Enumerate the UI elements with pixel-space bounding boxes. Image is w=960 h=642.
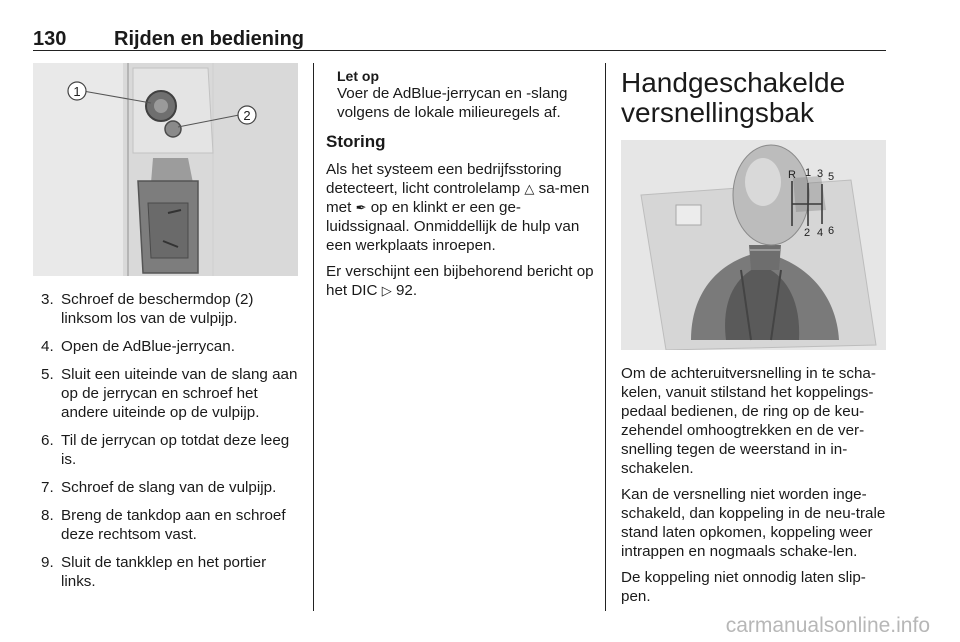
storing-heading: Storing (326, 132, 386, 151)
shift-label-3: 3 (816, 168, 824, 180)
gearbox-paragraph-1: Om de achteruitversnelling in te scha-kelen, vanuit stilstand het koppelings-pedaal bedienen, de ring op de keu-zehendel omhoogtrekken en de ver-snelling tegen de weerstand in in-schakelen. (621, 365, 876, 477)
storing-paragraph-1 (326, 160, 594, 255)
adblue-filler-illustration (33, 63, 298, 276)
step-text: Schroef de slang van de vulpijp. (61, 479, 277, 496)
step-item (33, 506, 301, 544)
callout-2: 2 (243, 108, 251, 123)
wrench-icon: ✒ (355, 200, 367, 215)
steps-column (33, 290, 301, 600)
gearbox-paragraph-3: De koppeling niet onnodig laten slip-pen. (621, 569, 866, 605)
step-text: Til de jerrycan op totdat deze leeg is. (61, 432, 290, 468)
right-column (621, 68, 886, 128)
gearshift-figure (621, 140, 886, 350)
step-item (33, 478, 301, 497)
shift-label-1: 1 (804, 167, 812, 179)
gearshift-illustration (621, 140, 886, 350)
step-number: 3. (41, 291, 54, 308)
storing-text: sa-men met (326, 180, 590, 216)
step-item (33, 431, 301, 469)
column-divider-left (313, 63, 314, 611)
step-text: Open de AdBlue-jerrycan. (61, 338, 235, 355)
adblue-filler-figure (33, 63, 298, 276)
header-rule (33, 50, 886, 51)
storing-text: Er verschijnt een bijbehorend bericht op het DIC (326, 263, 594, 299)
step-item (33, 365, 301, 422)
storing-text: Als het systeem een bedrijfsstoring detecteert, licht controlelamp (326, 161, 562, 197)
page-reference-icon: ▷ (381, 283, 392, 298)
step-number: 6. (41, 432, 54, 449)
gearbox-paragraph-2: Kan de versnelling niet worden inge-schakeld, dan koppeling in de neu-trale stand laten opkomen, koppeling weer intrappen en nogmaals schake-len. (621, 486, 886, 560)
shift-label-4: 4 (816, 227, 824, 239)
step-text: Sluit een uiteinde van de slang aan op de jerrycan en schroef het andere uiteinde op de vulpijp. (61, 366, 298, 421)
step-text: Breng de tankdop aan en schroef deze rechtsom vast. (61, 507, 286, 543)
storing-text: op en klinkt er een ge-luidssignaal. Onmiddellijk de hulp van een werkplaats inroepen. (326, 199, 580, 254)
step-number: 5. (41, 366, 54, 383)
adblue-warning-icon: △ (524, 181, 535, 196)
note-title: Let op (337, 68, 379, 84)
shift-label-6: 6 (827, 225, 835, 237)
page-number: 130 (33, 28, 67, 50)
step-number: 4. (41, 338, 54, 355)
gearbox-text (621, 364, 887, 613)
step-item (33, 337, 301, 356)
watermark: carmanualsonline.info (725, 614, 930, 637)
storing-paragraph-2 (326, 262, 594, 300)
callout-1: 1 (73, 84, 81, 99)
page-reference: 92. (395, 282, 418, 299)
note-block (326, 68, 594, 122)
step-text: Sluit de tankklep en het portier links. (61, 554, 267, 590)
section-title: Handgeschakelde versnellingsbak (621, 67, 846, 128)
step-text: Schroef de beschermdop (2) linksom los van de vulpijp. (61, 291, 254, 327)
step-item (33, 553, 301, 591)
page-header (33, 28, 885, 52)
note-text: Voer de AdBlue-jerrycan en -slang volgens de lokale milieuregels af. (337, 85, 568, 121)
middle-column (326, 68, 594, 307)
step-item (33, 290, 301, 328)
step-number: 7. (41, 479, 54, 496)
shift-label-5: 5 (827, 171, 835, 183)
step-number: 8. (41, 507, 54, 524)
chapter-title: Rijden en bediening (114, 28, 305, 50)
step-number: 9. (41, 554, 54, 571)
step-list (33, 290, 301, 591)
shift-label-R: R (788, 169, 796, 181)
column-divider-right (605, 63, 606, 611)
shift-label-2: 2 (803, 227, 811, 239)
